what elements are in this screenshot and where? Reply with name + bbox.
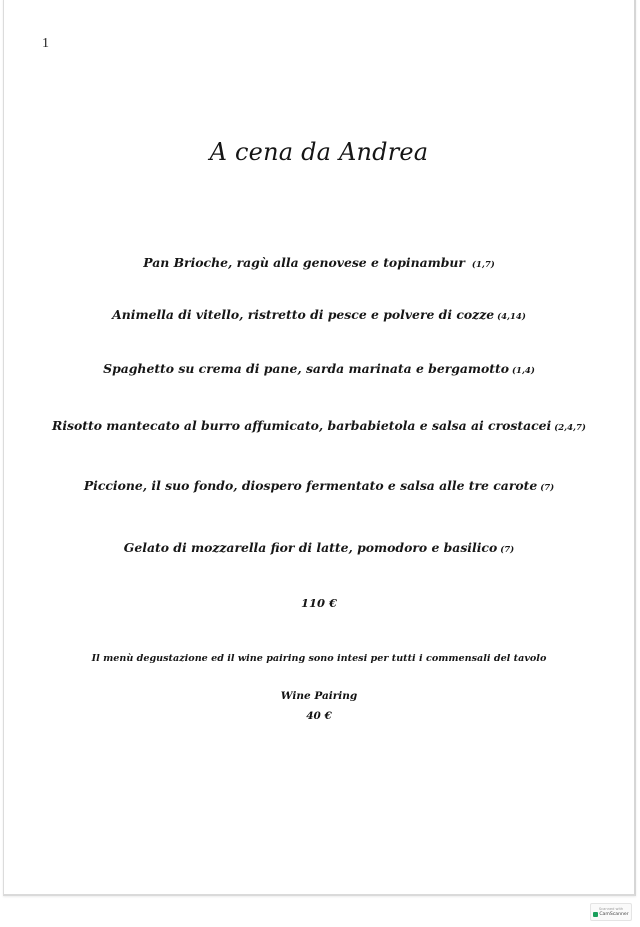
menu-dish xyxy=(4,307,634,322)
menu-dish xyxy=(4,255,634,270)
menu-dish xyxy=(4,418,634,433)
dish-allergens: (7) xyxy=(540,483,555,493)
menu-dish xyxy=(4,361,634,376)
dish-allergens: (4,14) xyxy=(497,312,526,322)
menu-note: Il menù degustazione ed il wine pairing sono intesi per tutti i commensali del tavolo xyxy=(91,653,547,664)
dish-allergens: (1,4) xyxy=(512,366,535,376)
camscanner-logo-icon xyxy=(593,912,598,917)
page-number: 1 xyxy=(42,36,49,51)
dish-name: Pan Brioche, ragù alla genovese e topinambur xyxy=(143,255,465,270)
menu-dish xyxy=(4,478,634,493)
dish-allergens: (2,4,7) xyxy=(554,423,586,433)
wine-pairing-label: Wine Pairing xyxy=(280,690,358,702)
wine-pairing-price: 40 € xyxy=(306,710,332,722)
watermark-caption: Scanned with xyxy=(598,906,624,911)
menu-dish xyxy=(4,540,634,555)
dish-name: Risotto mantecato al burro affumicato, barbabietola e salsa ai crostacei xyxy=(52,418,552,433)
camscanner-watermark xyxy=(590,903,632,921)
dish-allergens: (7) xyxy=(500,545,515,555)
dish-name: Animella di vitello, ristretto di pesce e polvere di cozze xyxy=(112,307,495,322)
dish-name: Gelato di mozzarella fior di latte, pomodoro e basilico xyxy=(123,540,498,555)
dish-name: Spaghetto su crema di pane, sarda marinata e bergamotto xyxy=(103,361,510,376)
dish-name: Piccione, il suo fondo, diospero fermentato e salsa alle tre carote xyxy=(83,478,538,493)
dish-allergens: (1,7) xyxy=(471,260,495,270)
menu-title: A cena da Andrea xyxy=(209,138,429,166)
menu-price: 110 € xyxy=(300,596,337,610)
watermark-brand: CamScanner xyxy=(599,911,629,917)
menu-page xyxy=(3,0,636,896)
watermark-brand-row xyxy=(593,912,628,918)
